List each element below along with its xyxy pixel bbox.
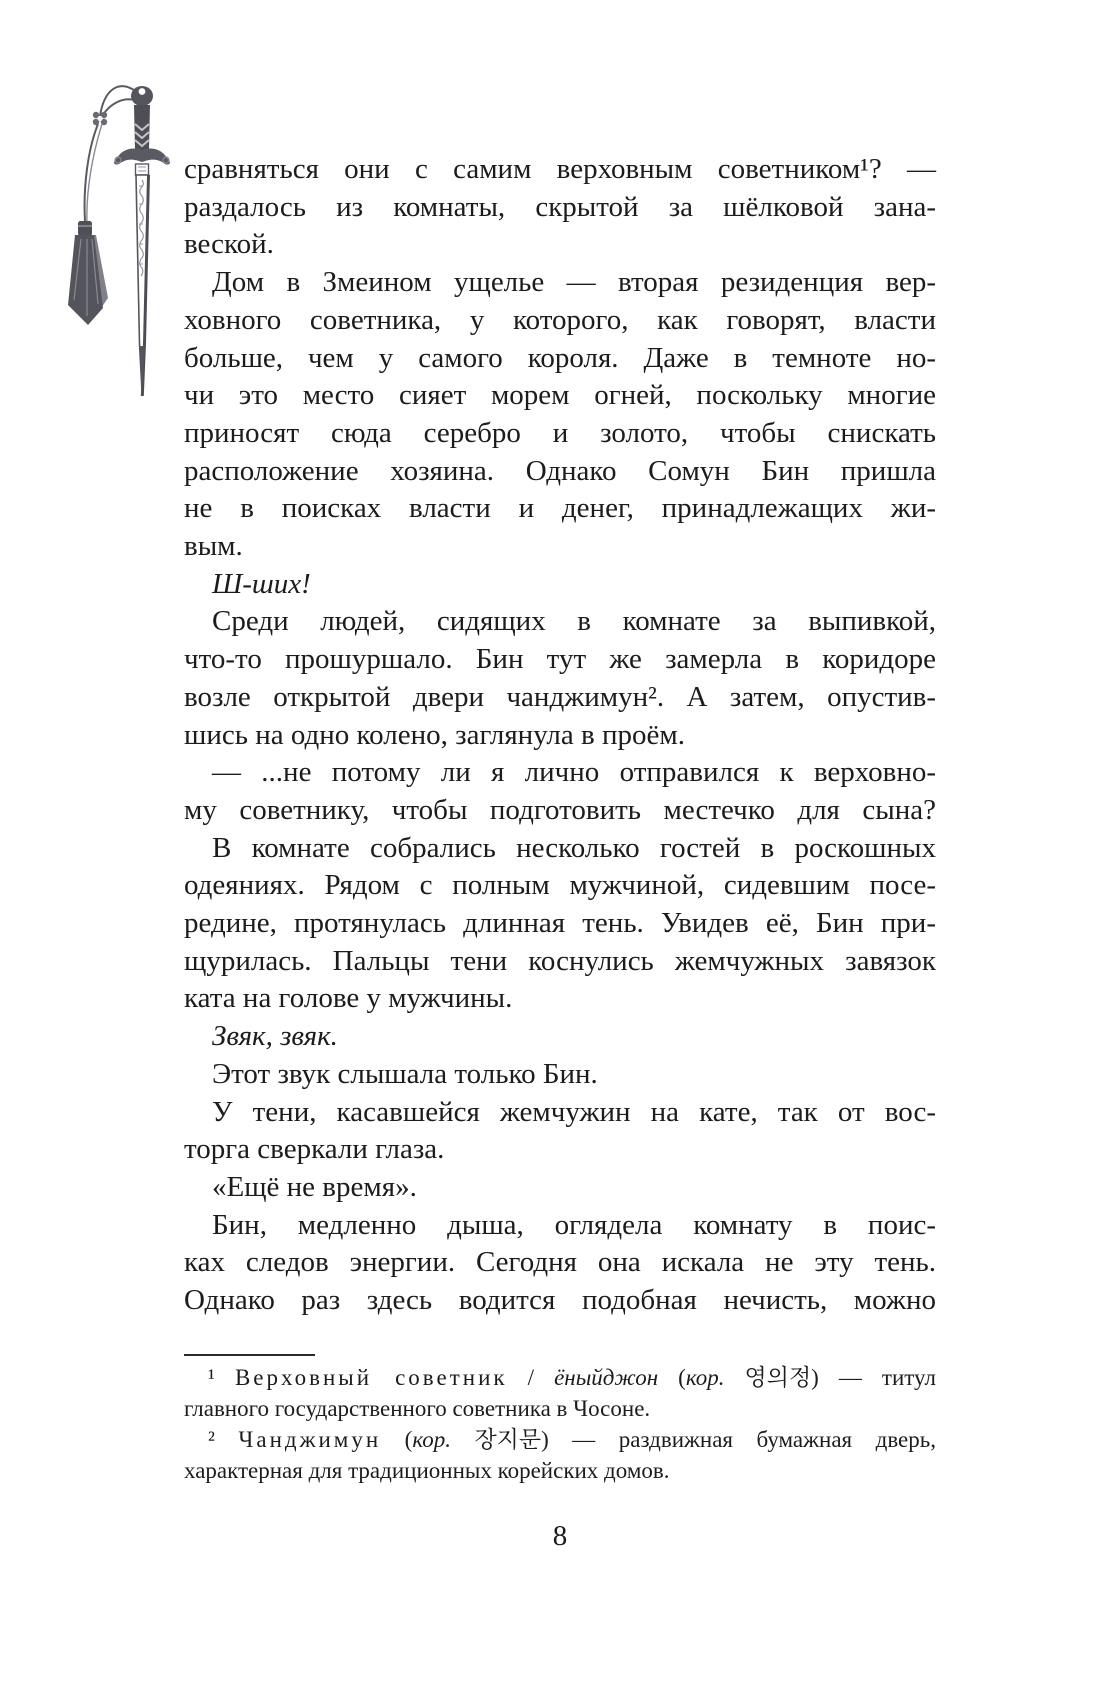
text-line: шись на одно колено, заглянула в проём. (184, 718, 685, 751)
footnote-rule (184, 1354, 315, 1356)
text-line: ховного советника, у которого, как говорят, власти (184, 303, 936, 336)
text-line: чи это место сияет морем огней, поскольку многие (184, 379, 936, 412)
text-line: Этот звук слышала только Бин. (212, 1057, 598, 1090)
text-line: вым. (184, 530, 243, 563)
text-line: что-то прошуршало. Бин тут же замерла в коридоре (184, 643, 936, 676)
text-line: раздалось из комнаты, скрытой за шёлковой зана- (184, 190, 936, 223)
footnote-2-paren: ( (381, 1427, 413, 1452)
footnote-2-lang-label: кор. (412, 1427, 451, 1452)
text-line: У тени, касавшейся жемчужин на кате, так от вос- (212, 1095, 936, 1128)
page-number: 8 (552, 1520, 568, 1552)
text-line: Среди людей, сидящих в комнате за выпивкой, (212, 605, 936, 638)
footnote-2-line-1 (184, 1424, 936, 1455)
text-line: сравняться они с самим верховным советником¹? — (184, 153, 936, 185)
text-line: Ш-ших! (212, 567, 311, 600)
text-line: редине, протянулась длинная тень. Увидев её, Бин при- (184, 907, 936, 940)
footnote-1-line-2: главного государственного советника в Чосоне. (184, 1396, 651, 1421)
footnote-1-alt-term: ёныйджон (554, 1365, 659, 1390)
body-text (184, 151, 936, 1320)
text-line: В комнате собрались несколько гостей в роскошных (212, 831, 936, 864)
footnote-1-separator: / (507, 1365, 555, 1390)
footnote-2-marker: ² (208, 1427, 239, 1452)
text-line: Звяк, звяк. (212, 1020, 338, 1053)
footnotes (184, 1362, 936, 1486)
text-line: щурилась. Пальцы тени коснулись жемчужных завязок (184, 944, 936, 977)
footnote-1-term: Верховный советник (234, 1365, 508, 1390)
footnote-1-paren: ( (658, 1365, 686, 1390)
footnote-1-tail: 영의정) — титул (724, 1365, 937, 1390)
footnote-2-term: Чанджимун (238, 1427, 382, 1452)
text-line: торга сверкали глаза. (184, 1133, 445, 1166)
text-line: расположение хозяина. Однако Сомун Бин пришла (184, 454, 936, 487)
text-line: — ...не потому ли я лично отправился к верховно- (212, 756, 936, 789)
footnote-1-line-1 (184, 1362, 936, 1393)
text-line: одеяниях. Рядом с полным мужчиной, сидевшим посе- (184, 869, 936, 902)
text-line: возле открытой двери чанджимун². А затем, опустив- (184, 680, 936, 713)
footnote-1-lang-label: кор. (685, 1365, 725, 1390)
text-line: ках следов энергии. Сегодня она искала не эту тень. (184, 1246, 936, 1279)
text-line: Однако раз здесь водится подобная нечисть, можно (184, 1284, 936, 1317)
text-line: Бин, медленно дыша, оглядела комнату в поис- (212, 1208, 936, 1241)
text-line: «Ещё не время». (212, 1170, 417, 1203)
text-line: приносят сюда серебро и золото, чтобы снискать (184, 416, 936, 449)
text-line: не в поисках власти и денег, принадлежащих жи- (184, 492, 936, 525)
text-line: му советнику, чтобы подготовить местечко для сына? (184, 793, 936, 826)
sword-illustration (60, 74, 178, 404)
footnote-2-line-2: характерная для традиционных корейских домов. (184, 1458, 670, 1483)
text-line: веской. (184, 228, 274, 261)
footnote-2-tail: 장지문) — раздвижная бумажная дверь, (450, 1427, 936, 1452)
text-line: Дом в Змеином ущелье — вторая резиденция вер- (212, 266, 936, 299)
text-line: больше, чем у самого короля. Даже в темноте но- (184, 341, 936, 374)
footnote-1-marker: ¹ (208, 1365, 235, 1390)
text-line: ката на голове у мужчины. (184, 982, 513, 1015)
